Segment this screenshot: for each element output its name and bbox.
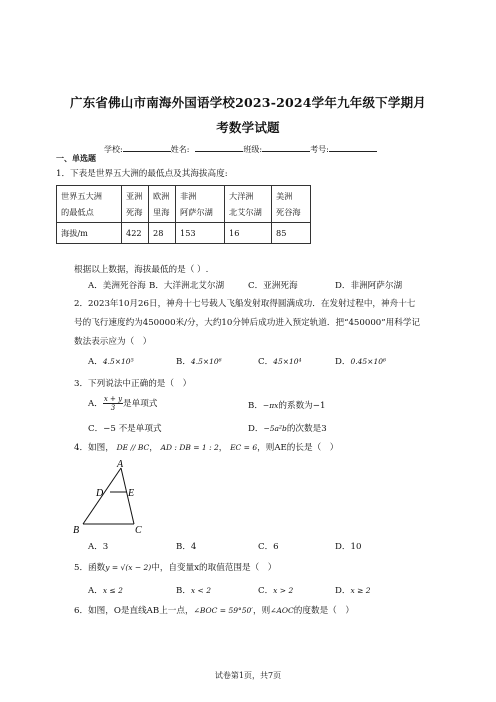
table-cell: 非洲 阿萨尔湖 bbox=[176, 186, 225, 223]
table-cell: 欧洲 里海 bbox=[149, 186, 176, 223]
q3-option-a[interactable]: A． $\frac{x + y}{3}$ 是单项式 bbox=[88, 395, 158, 412]
point-e-label: E bbox=[128, 488, 135, 499]
name-blank[interactable] bbox=[195, 142, 243, 152]
q2-line-2: 号的飞行速度约为450000米/分，大约10分钟后成功进入预定轨道．把“450000”用科学记 bbox=[74, 318, 421, 328]
school-blank[interactable] bbox=[123, 142, 171, 152]
q4-stem: 4．如图， DE // BC， AD : DB = 1 : 2， EC = 6，则AE的长是（ ） bbox=[74, 443, 339, 453]
table-row bbox=[57, 223, 311, 244]
q2-line-3: 数法表示应为（ ） bbox=[74, 337, 152, 347]
q2-option-a[interactable]: A．4.5×10⁵ bbox=[88, 357, 134, 367]
q1-stem: 1．下表是世界五大洲的最低点及其海拔高度: bbox=[56, 169, 228, 179]
q1-table bbox=[56, 185, 311, 244]
table-cell: 世界五大洲 的最低点 bbox=[57, 186, 122, 223]
info-line bbox=[104, 142, 377, 155]
q4-option-b[interactable]: B．4 bbox=[176, 542, 197, 552]
table-row bbox=[57, 186, 311, 223]
q1-after: 根据以上数据，海拔最低的是（ ）. bbox=[74, 265, 209, 275]
q3-option-d[interactable]: D．−5a²b的次数是3 bbox=[248, 424, 327, 434]
title-line-1: 广东省佛山市南海外国语学校2023-2024学年九年级下学期月 bbox=[70, 95, 426, 110]
point-c-label: C bbox=[135, 525, 142, 536]
section-title: 一、单选题 bbox=[56, 153, 96, 163]
q1-option-d[interactable]: D．非洲阿萨尔湖 bbox=[335, 281, 403, 291]
q2-line-1: 2．2023年10月26日，神舟十七号载人飞船发射取得圆满成功．在发射过程中，神舟十七 bbox=[74, 299, 416, 309]
q3-stem: 3．下列说法中正确的是（ ） bbox=[74, 379, 192, 389]
exam-no-blank[interactable] bbox=[329, 142, 377, 152]
table-cell: 大洋洲 北艾尔湖 bbox=[225, 186, 272, 223]
table-cell: 16 bbox=[225, 223, 272, 244]
table-cell: 亚洲 死海 bbox=[122, 186, 149, 223]
school-label: 学校: bbox=[104, 145, 123, 154]
table-cell: 85 bbox=[272, 223, 311, 244]
q3-option-c[interactable]: C．−5 不是单项式 bbox=[88, 424, 162, 434]
q5-option-a[interactable]: A．x ≤ 2 bbox=[88, 586, 123, 596]
q2-option-d[interactable]: D．0.45×10⁶ bbox=[335, 357, 387, 367]
point-d-label: D bbox=[96, 488, 104, 499]
table-cell: 422 bbox=[122, 223, 149, 244]
q1-option-c[interactable]: C．亚洲死海 bbox=[248, 281, 298, 291]
q1-option-a[interactable]: A．美洲死谷海 bbox=[88, 281, 146, 291]
title-line-2: 考数学试题 bbox=[216, 120, 280, 135]
q2-option-c[interactable]: C．45×10⁴ bbox=[258, 357, 302, 367]
q2-option-b[interactable]: B．4.5×10⁶ bbox=[176, 357, 222, 367]
q4-option-d[interactable]: D．10 bbox=[335, 542, 362, 552]
class-label: 班级: bbox=[243, 145, 263, 154]
q4-option-c[interactable]: C．6 bbox=[258, 542, 279, 552]
q5-option-d[interactable]: D．x ≥ 2 bbox=[335, 586, 371, 596]
table-cell: 153 bbox=[176, 223, 225, 244]
q1-option-b[interactable]: B．大洋洲北艾尔湖 bbox=[149, 281, 225, 291]
q4-option-a[interactable]: A．3 bbox=[88, 542, 109, 552]
exam-no-label: 考号: bbox=[310, 145, 329, 154]
name-label: 姓名: bbox=[170, 145, 190, 154]
q5-stem: 5．函数y = √(x − 2)中，自变量x的取值范围是（ ） bbox=[74, 563, 277, 573]
q5-option-b[interactable]: B．x < 2 bbox=[176, 586, 211, 596]
q6-stem: 6．如图，O是直线AB上一点，∠BOC = 59°50′，则∠AOC的度数是（ ） bbox=[74, 606, 354, 616]
q3-option-b[interactable]: B．−πx的系数为−1 bbox=[248, 401, 326, 411]
point-b-label: B bbox=[73, 525, 80, 536]
table-cell: 美洲 死谷海 bbox=[272, 186, 311, 223]
table-cell: 海拔/m bbox=[57, 223, 122, 244]
point-a-label: A bbox=[117, 459, 124, 470]
triangle-figure bbox=[66, 456, 166, 538]
class-blank[interactable] bbox=[262, 142, 310, 152]
table-cell: 28 bbox=[149, 223, 176, 244]
q5-option-c[interactable]: C．x > 2 bbox=[258, 586, 294, 596]
page-footer: 试卷第1页，共7页 bbox=[214, 671, 282, 680]
fraction: $\frac{x + y}{3}$ bbox=[103, 395, 123, 412]
